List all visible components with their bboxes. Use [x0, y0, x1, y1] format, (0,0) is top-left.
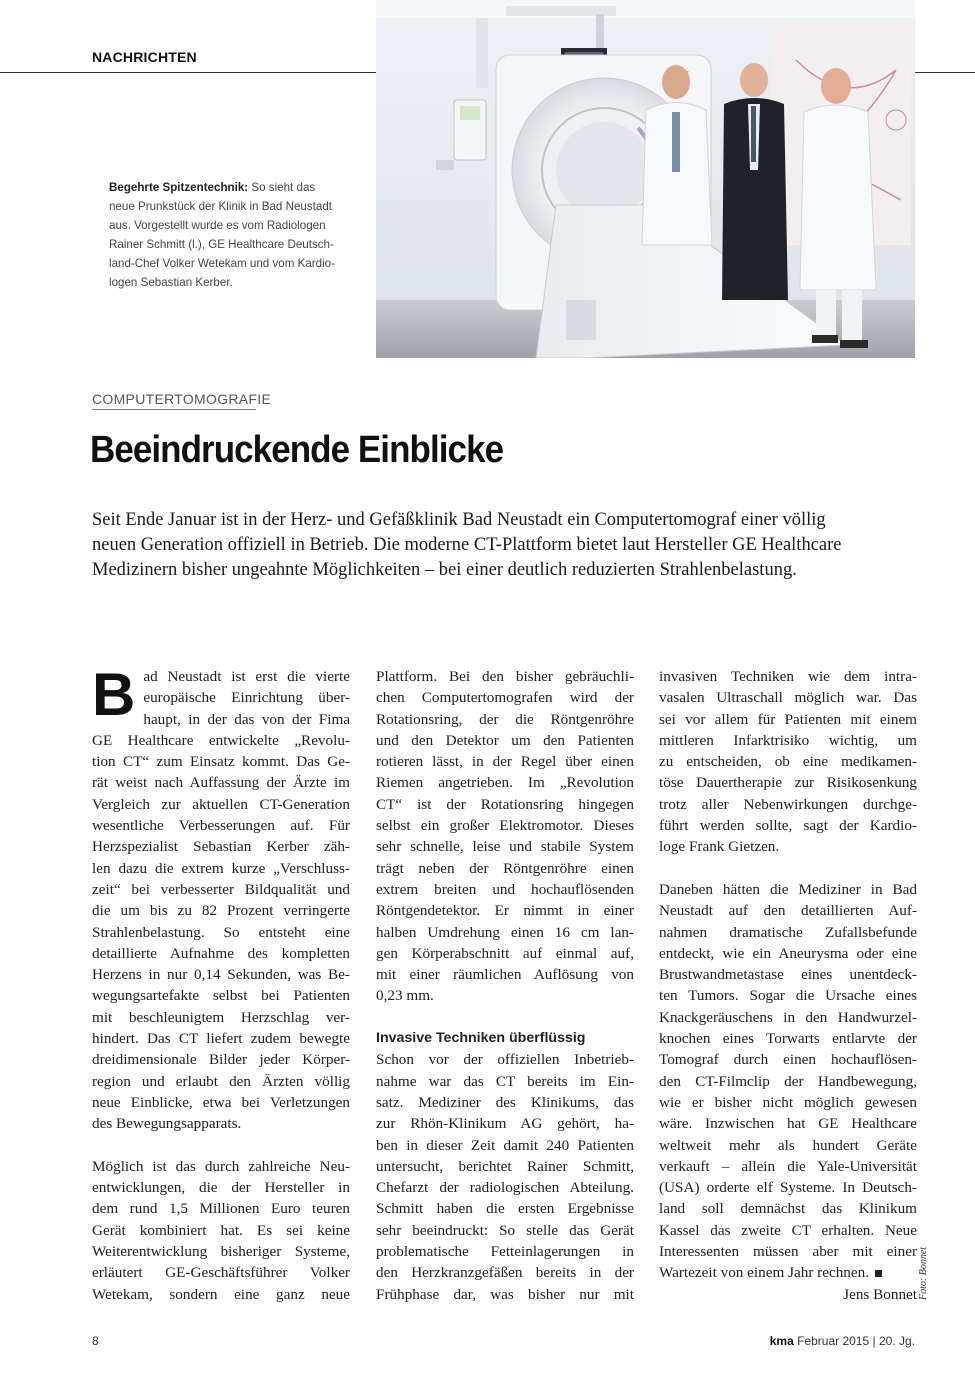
text-line: selbst ein großer Elektromotor. Dieses: [376, 817, 634, 835]
text-line: detaillierte Aufnahme des kompletten: [92, 944, 350, 962]
caption-line: logen Sebastian Kerber.: [109, 276, 233, 289]
text-line: den Herzkranzgefäßen bereits in der: [376, 1264, 634, 1282]
caption-line: Rainer Schmitt (l.), GE Healthcare Deutsch-: [109, 238, 334, 251]
text-line: Neustadt auf den detaillierten Auf-: [659, 902, 917, 920]
text-line: GE Healthcare entwickelte „Revolu-: [92, 731, 350, 749]
caption-line: So sieht das: [251, 181, 316, 194]
text-line: die um bis zu 82 Prozent verringerte: [92, 902, 350, 920]
text-line: Wetekam, sondern eine ganz neue: [92, 1285, 350, 1303]
text-line: Röntgendetektor. Er nimmt in einer: [376, 902, 634, 920]
text-line: Tomograf durch einen hochauflösen-: [659, 1051, 917, 1069]
text-line: gen Körperabschnitt auf einmal auf,: [376, 944, 634, 962]
text-line: Herzspezialist Sebastian Kerber zäh-: [92, 838, 350, 856]
text-line: loge Frank Gietzen.: [659, 838, 780, 856]
text-line: entdeckt, wie ein Aneurysma oder eine: [659, 944, 917, 962]
text-line: (USA) orderte elf Systeme. In Deutsch-: [659, 1179, 917, 1197]
article-headline: Beeindruckende Einblicke: [90, 429, 504, 471]
text-line: Schon vor der offiziellen Inbetrieb-: [376, 1051, 634, 1069]
magazine-brand: kma: [769, 1334, 794, 1348]
end-mark-icon: [875, 1270, 882, 1277]
text-line: Knackgeräuschens in den Handwurzel-: [659, 1008, 917, 1026]
text-line: region und erlaubt den Ärzten völlig: [92, 1072, 350, 1090]
text-line: Chefarzt der radiologischen Abteilung.: [376, 1179, 634, 1197]
section-label: NACHRICHTEN: [92, 49, 197, 65]
text-line: hindert. Das CT liefert zudem bewegte: [92, 1030, 350, 1048]
text-line: Rotationsring, der die Röntgenröhre: [376, 710, 634, 728]
text-line: trotz aller Nebenwirkungen durchge-: [659, 795, 917, 813]
column-2-paragraph-1: [376, 666, 634, 1007]
text-line: sehr beeindruckt: So stelle das Gerät: [376, 1221, 634, 1239]
text-line: extrem breiten und hochauflösenden: [376, 880, 634, 898]
text-line: Brustwandmetastase eines unentdeck-: [659, 966, 917, 984]
text-line: wesentliche Verbesserungen auf. Für: [92, 817, 350, 835]
text-line: Herzens in nur 0,14 Sekunden, was Be-: [92, 966, 350, 984]
text-line: 0,23 mm.: [376, 987, 434, 1005]
text-line: untersucht, berichtet Rainer Schmitt,: [376, 1157, 634, 1175]
kicker-underline: [92, 409, 256, 410]
paragraph-gap: [92, 1135, 350, 1156]
text-line: chen Computertomografen wird der: [376, 689, 634, 707]
ct-scanner-illustration: [376, 0, 915, 358]
lead-line: neuen Generation offiziell in Betrieb. Die moderne CT-Plattform bietet laut Hersteller GE Healthcare: [92, 535, 842, 555]
paragraph-gap: [376, 1007, 634, 1028]
paragraph-gap: [659, 858, 917, 879]
text-line: rät weist nach Auffassung der Ärzte im: [92, 774, 350, 792]
article-column-1: [92, 661, 350, 1305]
text-line: trägt neben der Röntgenröhre einen: [376, 859, 634, 877]
text-line: mit beschleunigtem Herzschlag ver-: [92, 1008, 350, 1026]
column-1-paragraph-2: [92, 1156, 350, 1305]
caption-line: land-Chef Volker Wetekam und vom Kardio-: [109, 257, 335, 270]
text-line: mittleren Infarktrisiko wichtig, um: [659, 731, 917, 749]
text-line: dem rund 1,5 Millionen Euro teuren: [92, 1200, 350, 1218]
text-line: invasiven Techniken wie dem intra-: [659, 668, 917, 685]
caption-bold: Begehrte Spitzentechnik:: [109, 181, 249, 194]
header-rule-right: [915, 72, 975, 73]
text-line: Möglich ist das durch zahlreiche Neu-: [92, 1157, 350, 1175]
text-line: Strahlenbelastung. So entsteht eine: [92, 923, 350, 941]
column-3-paragraph-1: [659, 666, 917, 858]
page-number: 8: [92, 1334, 99, 1348]
footer-separator: |: [872, 1334, 876, 1348]
text-line: Schmitt haben die ersten Ergebnisse: [376, 1200, 634, 1218]
text-line: neue Einblicke, etwa bei Verletzungen: [92, 1093, 350, 1111]
text-line: ten Tumors. Sogar die Ursache eines: [659, 987, 917, 1005]
text-line: halben Umdrehung einen 16 cm lan-: [376, 923, 634, 941]
text-line: Vergleich zur aktuellen CT-Generation: [92, 795, 350, 813]
text-line: problematische Fetteinlagerungen in: [376, 1243, 634, 1261]
header-rule-left: [0, 72, 376, 73]
text-line: wegungsartefakte selbst bei Patienten: [92, 987, 350, 1005]
column-3-paragraph-2: [659, 879, 917, 1284]
text-line: Interessenten müssen aber mit einer: [659, 1243, 917, 1261]
photo-credit: Foto: Bonnet: [918, 1246, 929, 1300]
text-line: dreidimensionale Bilder jeder Körper-: [92, 1051, 350, 1069]
text-line: zeit“ bei verbesserter Bildqualität und: [92, 880, 350, 898]
article-column-3: [659, 666, 917, 1305]
text-line: nahme war das CT bereits im Ein-: [376, 1072, 634, 1090]
text-line: des Bewegungsapparats.: [92, 1115, 242, 1133]
article-author: Jens Bonnet: [843, 1285, 917, 1303]
text-line: wie er bisher nicht möglich gewesen: [659, 1093, 917, 1111]
article-kicker: COMPUTERTOMOGRAFIE: [92, 391, 272, 407]
text-line: europäische Einrichtung über-: [143, 689, 350, 707]
article-subhead: Invasive Techniken überflüssig: [376, 1030, 586, 1047]
text-line: verkauft – allein die Yale-Universität: [659, 1157, 917, 1175]
text-line: Daneben hätten die Mediziner in Bad: [659, 880, 917, 898]
text-line: sehr schnelle, leise und stabile System: [376, 838, 634, 856]
caption-line: neue Prunkstück der Klinik in Bad Neustadt: [109, 200, 332, 213]
text-line: zur Rhön-Klinikum AG gehört, ha-: [376, 1115, 634, 1133]
ct-scanner-photo: [376, 0, 915, 358]
text-line: Frühphase dar, was bisher nur mit: [376, 1285, 634, 1303]
volume: 20. Jg.: [878, 1334, 915, 1348]
column-2-paragraph-2: [376, 1049, 634, 1305]
text-line: sei vor allem für Patienten mit einem: [659, 710, 917, 728]
text-line: ben in dieser Zeit damit 240 Patienten: [376, 1136, 634, 1154]
text-line: Weiterentwicklung bisheriger Systeme,: [92, 1243, 350, 1261]
text-line: töse Dauertherapie zur Risikosenkung: [659, 774, 917, 792]
article-lead: [92, 508, 892, 583]
text-line: satz. Mediziner des Klinikums, das: [376, 1093, 634, 1111]
text-line: Plattform. Bei den bisher gebräuchli-: [376, 668, 634, 685]
dropcap: B: [92, 661, 136, 728]
text-line: erläutert GE-Geschäftsführer Volker: [92, 1264, 350, 1282]
text-line: land soll demnächst das Klinikum: [659, 1200, 917, 1218]
caption-line: aus. Vorgestellt wurde es vom Radiologen: [109, 219, 326, 232]
text-line: Kassel das zweite CT erhalten. Neue: [659, 1221, 917, 1239]
article-column-2: [376, 666, 634, 1305]
lead-line: Seit Ende Januar ist in der Herz- und Gefäßklinik Bad Neustadt ein Computertomograf einer völlig: [92, 510, 826, 530]
text-line: haupt, in der das von der Fima: [143, 710, 350, 728]
text-line: knochen eines Torwarts entlarvte der: [659, 1030, 917, 1048]
text-line: CT“ ist der Rotationsring hingegen: [376, 795, 634, 813]
text-line: Wartezeit von einem Jahr rechnen.: [659, 1262, 917, 1283]
text-line: zu entscheiden, ob eine medikamen-: [659, 753, 917, 771]
text-line: vasalen Ultraschall möglich war. Das: [659, 689, 917, 707]
text-line: Gerät kombiniert hat. Es sei keine: [92, 1221, 350, 1239]
text-line: rotieren lässt, in der Regel über einen: [376, 753, 634, 771]
footer-issue-info: [770, 1334, 915, 1348]
text-line: len dazu die extrem kurze „Verschluss-: [92, 859, 350, 877]
lead-line: Medizinern bisher ungeahnte Möglichkeiten – bei einer deutlich reduzierten Strahlenbelastung.: [92, 560, 797, 580]
column-1-paragraph-1: [92, 661, 350, 1135]
text-line: weltweit mehr als hundert Geräte: [659, 1136, 917, 1154]
photo-caption: [109, 178, 354, 292]
text-line: nahmen dramatische Zufallsbefunde: [659, 923, 917, 941]
issue-date: Februar 2015: [797, 1334, 870, 1348]
text-line: entwicklungen, die der Hersteller in: [92, 1179, 350, 1197]
text-line: tion CT“ zum Einsatz kommt. Das Ge-: [92, 753, 350, 771]
text-line: den CT-Filmclip der Handbewegung,: [659, 1072, 917, 1090]
text-line: Riemen angetrieben. Im „Revolution: [376, 774, 634, 792]
text-line: und den Detektor um den Patienten: [376, 731, 634, 749]
text-line: mit einer räumlichen Auflösung von: [376, 966, 634, 984]
text-line: ad Neustadt ist erst die vierte: [143, 668, 350, 685]
text-line: wäre. Inzwischen hat GE Healthcare: [659, 1115, 917, 1133]
text-line: führt werden sollte, sagt der Kardio-: [659, 817, 917, 835]
